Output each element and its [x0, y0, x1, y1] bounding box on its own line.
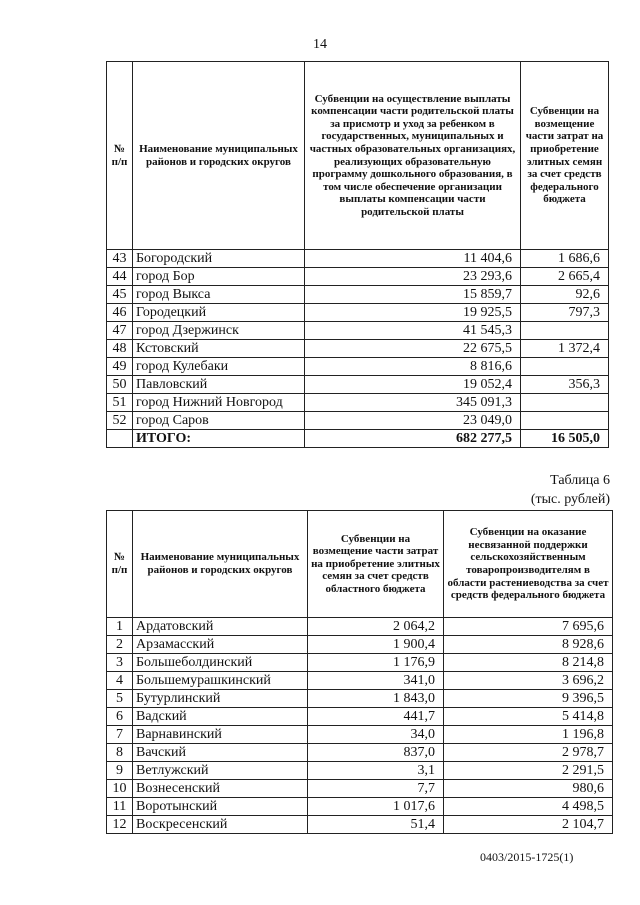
value-col1: 51,4 — [308, 816, 444, 834]
table-row — [107, 340, 609, 358]
table-6 — [106, 510, 613, 834]
row-number: 9 — [107, 762, 133, 780]
table-6-title: Таблица 6 — [550, 473, 610, 488]
table-row — [107, 654, 613, 672]
district-name: город Кулебаки — [133, 358, 305, 376]
header-num: № п/п — [107, 62, 133, 250]
value-col1: 345 091,3 — [305, 394, 521, 412]
table-row — [107, 636, 613, 654]
table-row — [107, 780, 613, 798]
value-col1: 2 064,2 — [308, 618, 444, 636]
value-col2: 2 104,7 — [444, 816, 613, 834]
value-col2 — [521, 358, 609, 376]
row-number: 10 — [107, 780, 133, 798]
value-col2: 2 978,7 — [444, 744, 613, 762]
table-row — [107, 726, 613, 744]
table-6-body — [107, 618, 613, 834]
table-row — [107, 618, 613, 636]
row-number: 49 — [107, 358, 133, 376]
district-name: город Дзержинск — [133, 322, 305, 340]
row-number: 43 — [107, 250, 133, 268]
district-name: Павловский — [133, 376, 305, 394]
table-row — [107, 412, 609, 430]
value-col1: 1 900,4 — [308, 636, 444, 654]
header-num: № п/п — [107, 511, 133, 618]
row-number: 46 — [107, 304, 133, 322]
district-name: Богородский — [133, 250, 305, 268]
district-name: Вадский — [133, 708, 308, 726]
district-name: Ветлужский — [133, 762, 308, 780]
table-row — [107, 672, 613, 690]
table-6-units: (тыс. рублей) — [530, 492, 610, 507]
row-number: 11 — [107, 798, 133, 816]
value-col1: 19 925,5 — [305, 304, 521, 322]
row-number: 50 — [107, 376, 133, 394]
header-name: Наименование муниципальных районов и городских округов — [133, 62, 305, 250]
value-col1: 23 293,6 — [305, 268, 521, 286]
header-name: Наименование муниципальных районов и городских округов — [133, 511, 308, 618]
row-number: 2 — [107, 636, 133, 654]
table-row — [107, 304, 609, 322]
value-col1: 11 404,6 — [305, 250, 521, 268]
table-5-body — [107, 250, 609, 448]
value-col1: 341,0 — [308, 672, 444, 690]
district-name: город Нижний Новгород — [133, 394, 305, 412]
row-number: 45 — [107, 286, 133, 304]
table-row — [107, 690, 613, 708]
district-name: Воротынский — [133, 798, 308, 816]
table-row — [107, 358, 609, 376]
total-col1: 682 277,5 — [305, 430, 521, 448]
total-row — [107, 430, 609, 448]
value-col1: 15 859,7 — [305, 286, 521, 304]
district-name: Бутурлинский — [133, 690, 308, 708]
value-col2: 2 291,5 — [444, 762, 613, 780]
value-col2: 7 695,6 — [444, 618, 613, 636]
value-col1: 1 843,0 — [308, 690, 444, 708]
header-col2: Субвенции на возмещение части затрат на приобретение элитных семян за счет средств федерального бюджета — [521, 62, 609, 250]
district-name: Ардатовский — [133, 618, 308, 636]
district-name: Варнавинский — [133, 726, 308, 744]
value-col2: 1 196,8 — [444, 726, 613, 744]
row-number: 8 — [107, 744, 133, 762]
value-col2: 797,3 — [521, 304, 609, 322]
total-col2: 16 505,0 — [521, 430, 609, 448]
value-col2: 5 414,8 — [444, 708, 613, 726]
value-col1: 41 545,3 — [305, 322, 521, 340]
value-col2 — [521, 394, 609, 412]
row-number: 4 — [107, 672, 133, 690]
value-col2: 356,3 — [521, 376, 609, 394]
table-row — [107, 268, 609, 286]
table-row — [107, 322, 609, 340]
value-col2: 2 665,4 — [521, 268, 609, 286]
row-number: 1 — [107, 618, 133, 636]
value-col2: 8 928,6 — [444, 636, 613, 654]
district-name: Вознесенский — [133, 780, 308, 798]
value-col2: 1 686,6 — [521, 250, 609, 268]
value-col1: 441,7 — [308, 708, 444, 726]
table-row — [107, 394, 609, 412]
value-col1: 3,1 — [308, 762, 444, 780]
district-name: город Саров — [133, 412, 305, 430]
row-number: 3 — [107, 654, 133, 672]
value-col1: 19 052,4 — [305, 376, 521, 394]
document-code: 0403/2015-1725(1) — [480, 850, 574, 864]
total-label: ИТОГО: — [133, 430, 305, 448]
page-number: 14 — [313, 37, 327, 52]
value-col2: 92,6 — [521, 286, 609, 304]
row-number: 51 — [107, 394, 133, 412]
value-col2: 4 498,5 — [444, 798, 613, 816]
header-col2: Субвенции на оказание несвязанной поддержки сельскохозяйственным товаропроизводителям в области растениеводства за счет средств федерального бюджета — [444, 511, 613, 618]
value-col1: 23 049,0 — [305, 412, 521, 430]
row-number: 7 — [107, 726, 133, 744]
value-col1: 8 816,6 — [305, 358, 521, 376]
table-row — [107, 708, 613, 726]
table-row — [107, 250, 609, 268]
row-number: 6 — [107, 708, 133, 726]
value-col1: 1 017,6 — [308, 798, 444, 816]
header-col1: Субвенции на возмещение части затрат на приобретение элитных семян за счет средств областного бюджета — [308, 511, 444, 618]
value-col1: 1 176,9 — [308, 654, 444, 672]
row-number: 44 — [107, 268, 133, 286]
row-number: 12 — [107, 816, 133, 834]
district-name: Городецкий — [133, 304, 305, 322]
total-num-cell — [107, 430, 133, 448]
district-name: Большемурашкинский — [133, 672, 308, 690]
district-name: город Бор — [133, 268, 305, 286]
value-col1: 22 675,5 — [305, 340, 521, 358]
header-col1: Субвенции на осуществление выплаты компенсации части родительской платы за присмотр и уход за ребенком в государственных, муниципальных и частных образовательных организациях, реализующих образовательную программу дошкольного образования, в том числе обеспечение организации выплаты компенсации части родительской платы — [305, 62, 521, 250]
value-col2: 9 396,5 — [444, 690, 613, 708]
row-number: 48 — [107, 340, 133, 358]
table-row — [107, 286, 609, 304]
value-col2 — [521, 322, 609, 340]
value-col2 — [521, 412, 609, 430]
value-col2: 980,6 — [444, 780, 613, 798]
table-row — [107, 376, 609, 394]
district-name: Воскресенский — [133, 816, 308, 834]
table-row — [107, 816, 613, 834]
value-col2: 8 214,8 — [444, 654, 613, 672]
value-col1: 34,0 — [308, 726, 444, 744]
value-col1: 7,7 — [308, 780, 444, 798]
table-row — [107, 798, 613, 816]
district-name: Кстовский — [133, 340, 305, 358]
table-5 — [106, 61, 609, 448]
district-name: Большеболдинский — [133, 654, 308, 672]
row-number: 52 — [107, 412, 133, 430]
row-number: 47 — [107, 322, 133, 340]
value-col2: 3 696,2 — [444, 672, 613, 690]
value-col1: 837,0 — [308, 744, 444, 762]
table-row — [107, 744, 613, 762]
district-name: Арзамасский — [133, 636, 308, 654]
value-col2: 1 372,4 — [521, 340, 609, 358]
table-row — [107, 762, 613, 780]
row-number: 5 — [107, 690, 133, 708]
district-name: город Выкса — [133, 286, 305, 304]
district-name: Вачский — [133, 744, 308, 762]
